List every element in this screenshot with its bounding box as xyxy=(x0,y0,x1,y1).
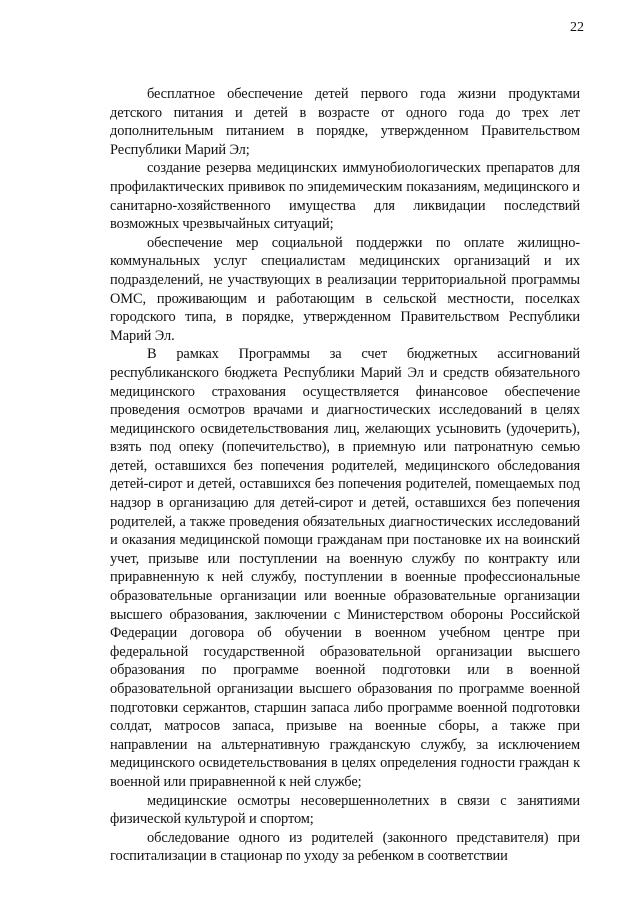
paragraph-sports-medical-exams: медицинские осмотры несовершеннолетних в связи с занятиями физической культурой и спортом; xyxy=(110,792,580,828)
paragraph-parent-examination: обследование одного из родителей (законного представителя) при госпитализации в стационар по уходу за ребенком в соответствии xyxy=(110,829,580,865)
paragraph-social-support-utilities: обеспечение мер социальной поддержки по оплате жилищно-коммунальных услуг специалистам медицинских организаций и их подразделений, не участвующих в реализации территориальной программы ОМС, проживающим и работающим в сельской местности, поселках городского типа, в порядке, утвержденном Правительством Республики Марий Эл. xyxy=(110,234,580,344)
document-body xyxy=(110,85,580,866)
paragraph-immunobiological-reserve: создание резерва медицинских иммунобиологических препаратов для профилактических прививок по эпидемическим показаниям, медицинского и санитарно-хозяйственного имущества для ликвидации последствий возможных чрезвычайных ситуаций; xyxy=(110,160,580,233)
paragraph-free-baby-food: бесплатное обеспечение детей первого года жизни продуктами детского питания и детей в возрасте от одного года до трех лет дополнительным питанием в порядке, утвержденном Правительством Республики Марий Эл; xyxy=(110,86,580,158)
page-number: 22 xyxy=(570,20,584,35)
paragraph-program-financing: В рамках Программы за счет бюджетных ассигнований республиканского бюджета Республики Марий Эл и средств обязательного медицинского страхования осуществляется финансовое обеспечение проведения осмотров врачами и диагностических исследований в целях медицинского освидетельствования лиц, желающих усыновить (удочерить), взять под опеку (попечительство), в приемную или патронатную семью детей, оставшихся без попечения родителей, медицинского обследования детей-сирот и детей, оставшихся без попечения родителей, помещаемых под надзор в организацию для детей-сирот и детей, оставшихся без попечения родителей, а также проведения обязательных диагностических исследований и оказания медицинской помощи гражданам при постановке их на воинский учет, призыве или поступлении на военную службу по контракту или приравненную к ней службу, поступлении в военные профессиональные образовательные организации или военные образовательные организации высшего образования, заключении с Министерством обороны Российской Федерации договора об обучении в военном учебном центре при федеральной государственной образовательной организации высшего образования по программе военной подготовки или в военной образовательной организации высшего образования по программе военной подготовки сержантов, старшин запаса либо программе военной подготовки солдат, матросов запаса, призыве на военные сборы, а также при направлении на альтернативную гражданскую службу, за исключением медицинского освидетельствования в целях определения годности граждан к военной или приравненной к ней службе; xyxy=(110,346,580,790)
